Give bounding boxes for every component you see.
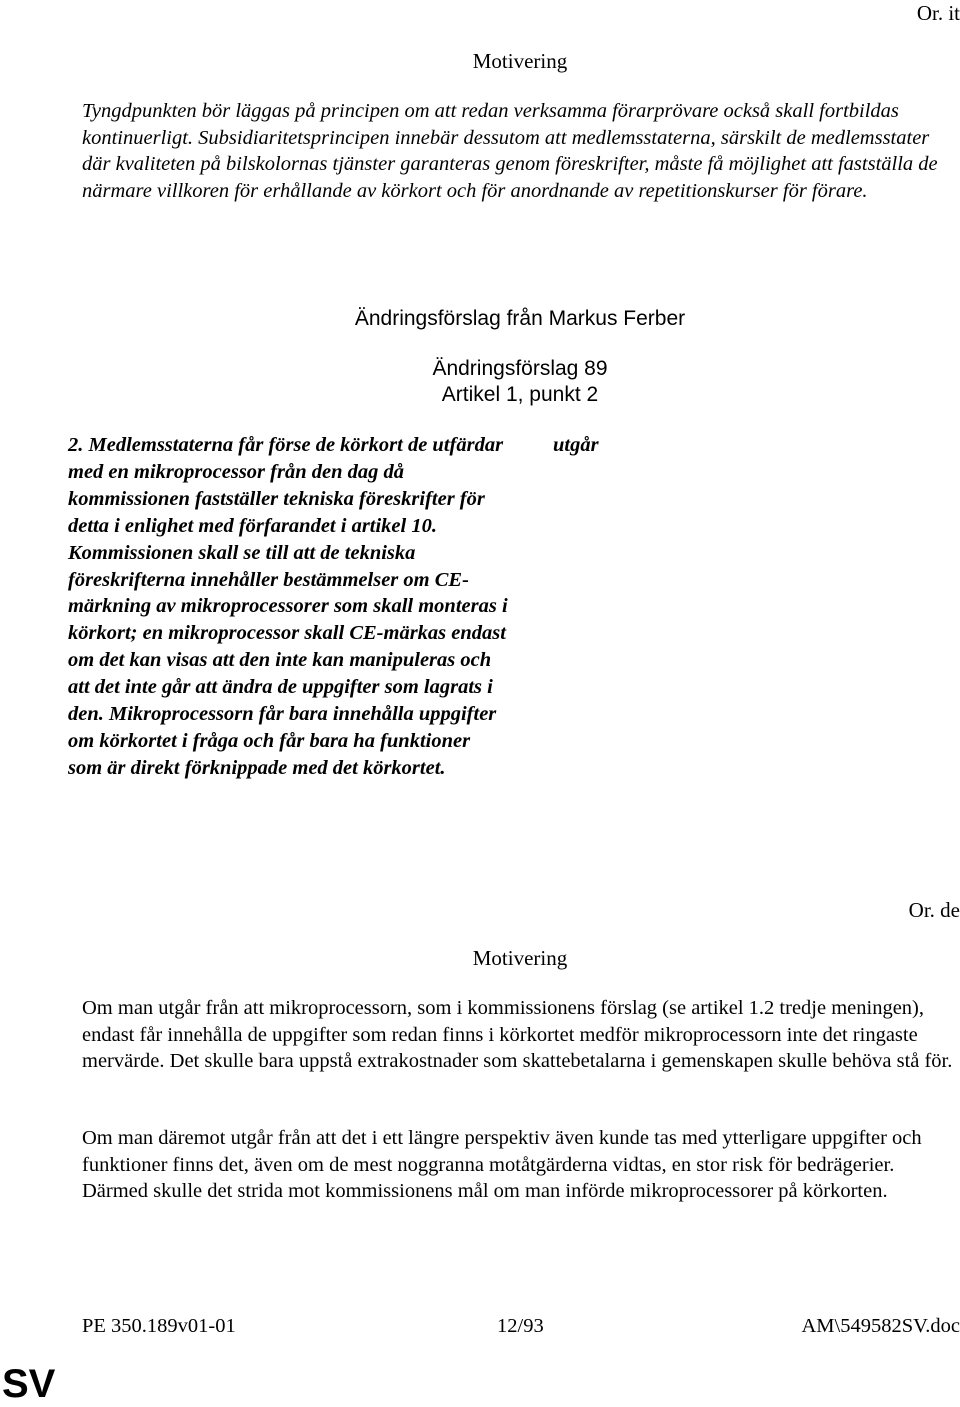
language-code: SV	[2, 1362, 56, 1406]
amendment-number: Ändringsförslag 89	[432, 357, 608, 380]
amendment-language-label: Or. de	[908, 898, 960, 922]
justification-text: Tyngdpunkten bör läggas på principen om att redan verksamma förarprövare också skall fortbildas kontinuerligt. Subsidiaritetsprincipen innebär dessutom att medlemsstaterna, särskilt de medlemsstater där kvaliteten på bilskolornas tjänster garanteras genom föreskrifter, måste få möjlighet att fastställa de närmare villkoren för erhållande av körkort och för anordnande av repetitionskurser för förare.	[82, 100, 938, 202]
original-text: 2. Medlemsstaterna får förse de körkort de utfärdar med en mikroprocessor från den dag då kommissionen fastställer tekniska föreskrifter för detta i enlighet med förfarandet i artikel 10. Kommissionen skall se till att de tekniska föreskrifterna innehåller bestämmelser om CE-märkning av mikroprocessorer som skall monteras i körkort; en mikroprocessor skall CE-märkas endast om det kan visas att den inte kan manipuleras och att det inte går att ändra de uppgifter som lagrats i den. Mikroprocessorn får bara innehålla uppgifter om körkortet i fråga och får bara ha funktioner som är direkt förknippade med det körkortet.	[68, 434, 508, 779]
footer-reference: PE 350.189v01-01	[82, 1315, 236, 1337]
original-language-label: Or. it	[916, 1, 960, 25]
amendment-author: Ändringsförslag från Markus Ferber	[354, 307, 686, 330]
justification-heading: Motivering	[472, 49, 568, 73]
justification-heading-2: Motivering	[472, 946, 568, 970]
amended-text: utgår	[553, 434, 599, 456]
justification-paragraph-2: Om man däremot utgår från att det i ett längre perspektiv även kunde tas med ytterligare uppgifter och funktioner finns det, även om de mest noggranna motåtgärderna vidtas, en stor risk för bedrägerier. Därmed skulle det strida mot kommissionens mål om man införde mikroprocessorer på körkorten.	[82, 1127, 922, 1202]
footer-page-number: 12/93	[497, 1315, 544, 1337]
footer-filename: AM\549582SV.doc	[801, 1315, 960, 1337]
justification-paragraph-1: Om man utgår från att mikroprocessorn, som i kommissionens förslag (se artikel 1.2 tredje meningen), endast får innehålla de uppgifter som redan finns i körkortet medför mikroprocessorn inte det ringaste mervärde. Det skulle bara uppstå extrakostnader som skattebetalarna i gemenskapen skulle behöva stå för.	[82, 997, 953, 1072]
amendment-article: Artikel 1, punkt 2	[441, 383, 599, 406]
